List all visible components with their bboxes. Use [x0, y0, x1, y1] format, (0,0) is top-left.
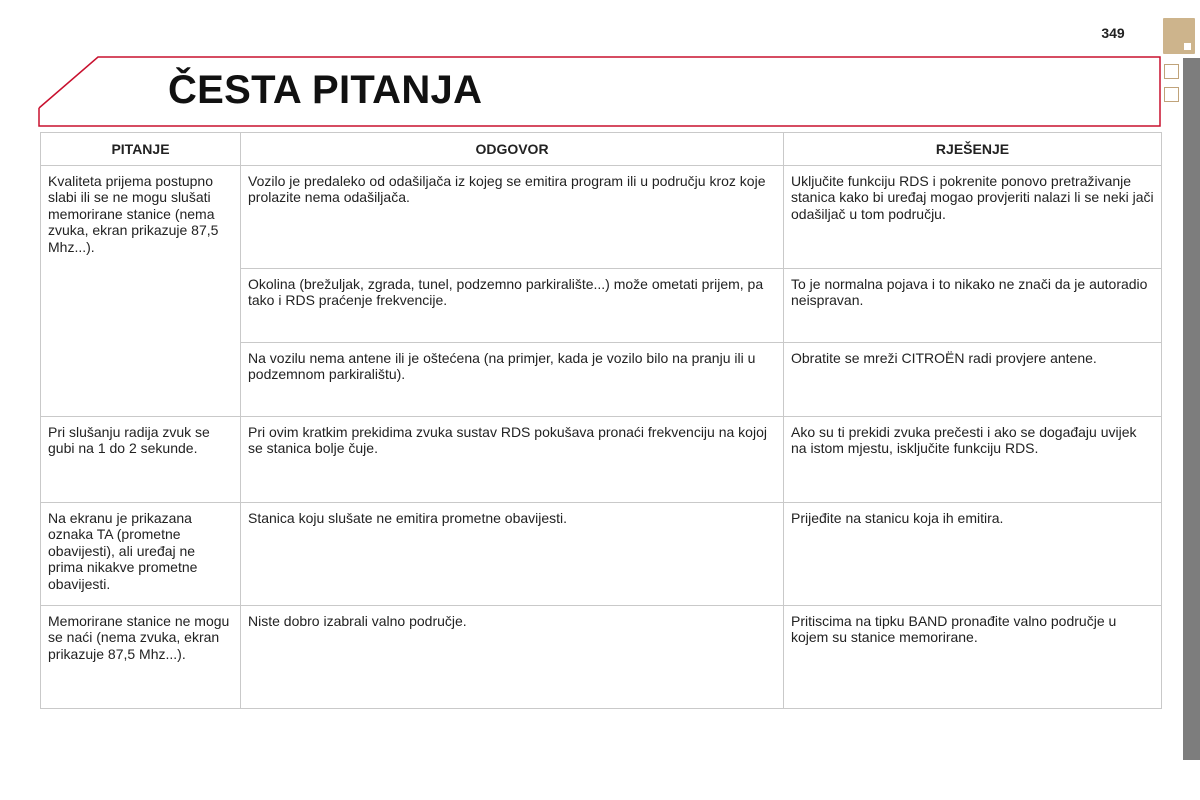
solution-cell: Prijeđite na stanicu koja ih emitira. [784, 503, 1162, 606]
chapter-tab-marker [1163, 18, 1195, 54]
page-edge-bar [1183, 58, 1200, 760]
table-header-row [41, 133, 1162, 166]
table-row [41, 606, 1162, 709]
chapter-marker-box-2 [1164, 87, 1179, 102]
header-solution: RJEŠENJE [784, 133, 1162, 166]
solution-cell: Uključite funkciju RDS i pokrenite ponovo pretraživanje stanica kako bi uređaj mogao provjeriti nalazi li se neki jači odašiljač u tom području. [784, 166, 1162, 269]
table-row [41, 503, 1162, 606]
answer-cell: Na vozilu nema antene ili je oštećena (na primjer, kada je vozilo bilo na pranju ili u podzemnom parkiralištu). [241, 343, 784, 417]
faq-table [40, 132, 1162, 709]
answer-cell: Niste dobro izabrali valno područje. [241, 606, 784, 709]
solution-cell: Pritiscima na tipku BAND pronađite valno područje u kojem su stanice memorirane. [784, 606, 1162, 709]
chapter-tab-dot [1184, 43, 1191, 50]
answer-cell: Okolina (brežuljak, zgrada, tunel, podzemno parkiralište...) može ometati prijem, pa tako i RDS praćenje frekvencije. [241, 269, 784, 343]
question-cell: Kvaliteta prijema postupno slabi ili se ne mogu slušati memorirane stanice (nema zvuka, ekran prikazuje 87,5 Mhz...). [41, 166, 241, 417]
table-row [41, 166, 1162, 269]
page-number: 349 [1101, 25, 1125, 41]
chapter-marker-box-1 [1164, 64, 1179, 79]
question-cell: Memorirane stanice ne mogu se naći (nema zvuka, ekran prikazuje 87,5 Mhz...). [41, 606, 241, 709]
answer-cell: Vozilo je predaleko od odašiljača iz kojeg se emitira program ili u području kroz koje prolazite nema odašiljača. [241, 166, 784, 269]
answer-cell: Pri ovim kratkim prekidima zvuka sustav RDS pokušava pronaći frekvenciju na kojoj se stanica bolje čuje. [241, 417, 784, 503]
question-cell: Pri slušanju radija zvuk se gubi na 1 do 2 sekunde. [41, 417, 241, 503]
question-cell: Na ekranu je prikazana oznaka TA (prometne obavijesti), ali uređaj ne prima nikakve prometne obavijesti. [41, 503, 241, 606]
table-row [41, 417, 1162, 503]
answer-cell: Stanica koju slušate ne emitira prometne obavijesti. [241, 503, 784, 606]
header-question: PITANJE [41, 133, 241, 166]
header-answer: ODGOVOR [241, 133, 784, 166]
solution-cell: Ako su ti prekidi zvuka prečesti i ako se događaju uvijek na istom mjestu, isključite funkciju RDS. [784, 417, 1162, 503]
page-title: ČESTA PITANJA [168, 68, 483, 112]
solution-cell: To je normalna pojava i to nikako ne znači da je autoradio neispravan. [784, 269, 1162, 343]
solution-cell: Obratite se mreži CITROËN radi provjere antene. [784, 343, 1162, 417]
